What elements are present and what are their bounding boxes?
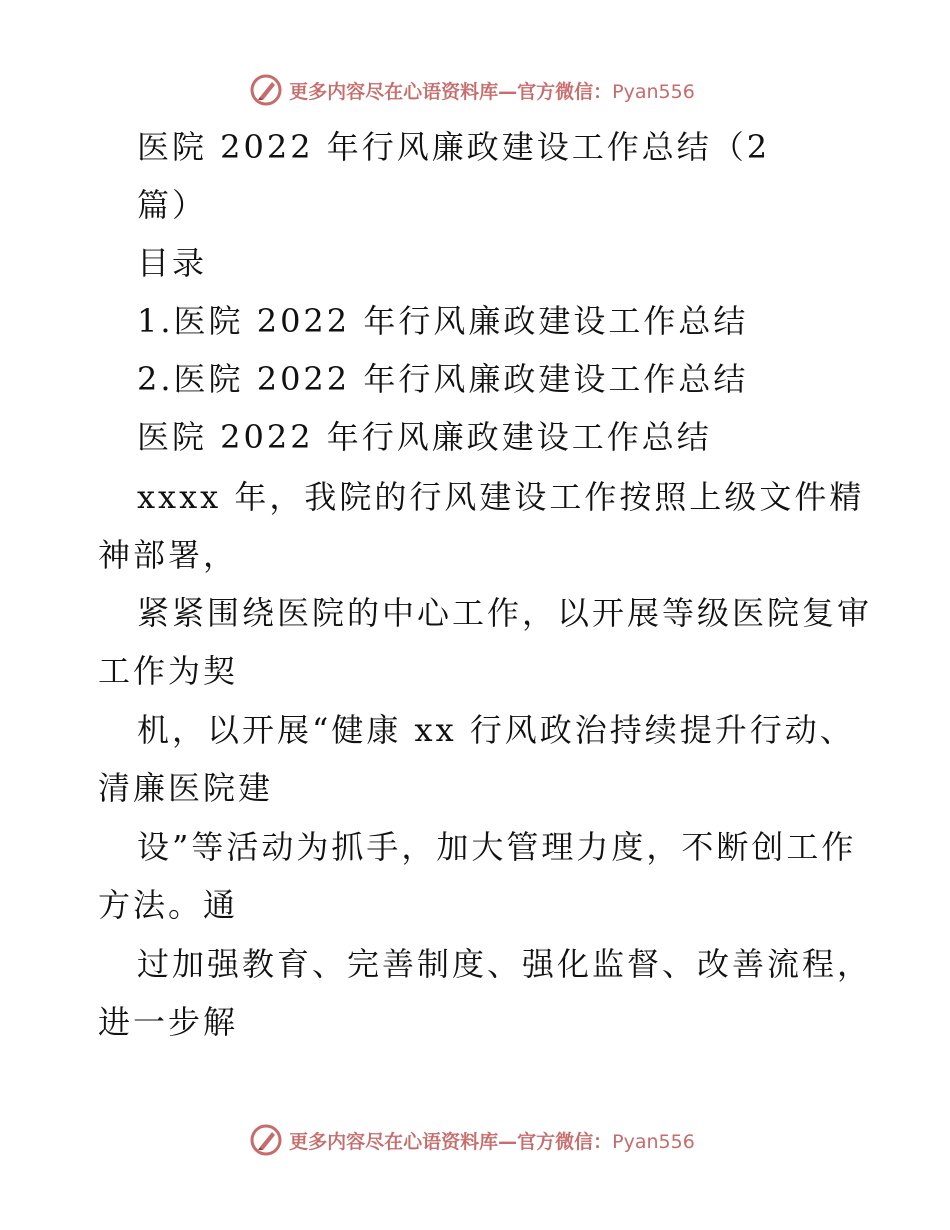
watermark-group (249, 1123, 695, 1157)
doc-title-line-2: 篇） (137, 186, 208, 224)
paragraph-line: 过加强教育、完善制度、强化监督、改善流程， (137, 945, 873, 983)
watermark-text: 更多内容尽在心语资料库—官方微信：Pyan556 (289, 1130, 695, 1153)
paragraph-line: 紧紧围绕医院的中心工作，以开展等级医院复审 (137, 594, 873, 632)
watermark-text: 更多内容尽在心语资料库—官方微信：Pyan556 (289, 80, 695, 103)
header-watermark (0, 70, 950, 110)
toc-item-2: 2.医院 2022 年行风廉政建设工作总结 (137, 360, 749, 398)
doc-title-line-1: 医院 2022 年行风廉政建设工作总结（2 (137, 128, 771, 166)
paragraph-line: 清廉医院建 (98, 769, 274, 807)
section-heading: 医院 2022 年行风廉政建设工作总结 (137, 418, 712, 456)
paragraph-line: xxxx 年，我院的行风建设工作按照上级文件精 (137, 478, 865, 516)
pen-logo-icon (249, 73, 283, 107)
paragraph-line: 设”等活动为抓手，加大管理力度，不断创工作 (137, 828, 857, 866)
paragraph-line: 工作为契 (98, 652, 239, 690)
watermark-id: Pyan556 (612, 80, 695, 103)
paragraph-line: 方法。通 (98, 886, 239, 924)
pen-logo-icon (249, 1123, 283, 1157)
footer-watermark (0, 1120, 950, 1160)
watermark-group (249, 73, 695, 107)
paragraph-line: 神部署， (98, 536, 239, 574)
watermark-id: Pyan556 (612, 1130, 695, 1153)
toc-item-1: 1.医院 2022 年行风廉政建设工作总结 (137, 302, 749, 340)
toc-heading: 目录 (137, 244, 208, 282)
paragraph-line: 机，以开展“健康 xx 行风政治持续提升行动、 (137, 711, 855, 749)
paragraph-line: 进一步解 (98, 1003, 239, 1041)
